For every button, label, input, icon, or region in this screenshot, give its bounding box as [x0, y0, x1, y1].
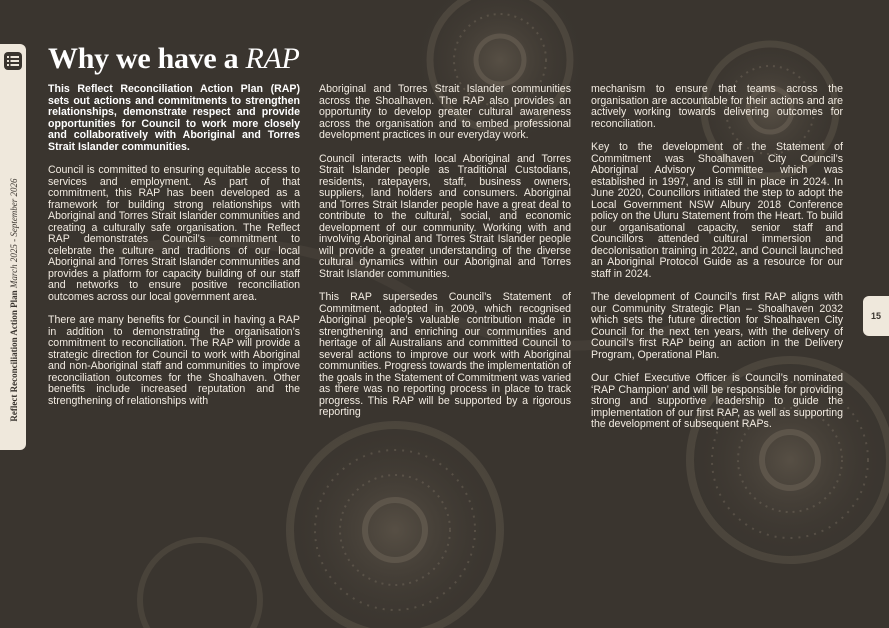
list-menu-icon[interactable] — [4, 52, 22, 70]
plan-name: Reflect Reconciliation Action Plan — [9, 290, 19, 422]
paragraph: This RAP supersedes Council’s Statement of Commitment, adopted in 2009, which recognised Aboriginal people’s valuable contribution made in strengthening and enriching our communities and heritage of all Australians and committed Council to several actions to improve our work with Aboriginal communities. Progress towards the implementation of the goals in the Statement of Commitment was varied as there was no reporting process in place to track progress. This RAP will be supported by a rigorous reporting — [319, 291, 572, 418]
paragraph: The development of Council’s first RAP aligns with our Community Strategic Plan – Shoalhaven 2032 which sets the future direction for Shoalhaven City Council for the next ten years, with the delivery of Council’s first RAP being an action in the Delivery Program, Operational Plan. — [591, 291, 843, 361]
paragraph: mechanism to ensure that teams across the organisation are accountable for their actions and are actively working towards delivering outcomes for reconciliation. — [591, 83, 843, 130]
intro-paragraph: This Reflect Reconciliation Action Plan (RAP) sets out actions and commitments to strengthen relationships, demonstrate respect and provide opportunities for Council to work more closely and collaboratively with Aboriginal and Torres Strait Islander communities. — [48, 83, 300, 153]
page-title-emphasis: RAP — [245, 42, 300, 75]
page-number: 15 — [863, 296, 889, 336]
page-title — [48, 42, 300, 76]
text-column-1 — [48, 84, 300, 419]
paragraph: Council interacts with local Aboriginal and Torres Strait Islander people as Traditional Custodians, residents, ratepayers, staff, business owners, suppliers, land holders and consumers. Aboriginal and Torres Strait Islander people have a great deal to contribute to the cultural, social, and economic development of our community. Working with and involving Aboriginal and Torres Strait Islander people will provide a greater understanding of the diverse cultural dynamics within our Aboriginal and Torres Strait Islander communities. — [319, 152, 571, 280]
text-column-3 — [591, 84, 843, 443]
paragraph: Aboriginal and Torres Strait Islander communities across the Shoalhaven. The RAP also provides an opportunity to develop greater cultural awareness across the organisation and to embed professional development practices in our everyday work. — [319, 83, 571, 141]
document-side-label — [9, 178, 19, 421]
paragraph: Key to the development of the Statement of Commitment was Shoalhaven City Council’s Aboriginal Advisory Committee which was established in 1997, and is still in place in 2024. In June 2020, Councillors initiated the step to adopt the Local Government NSW Albury 2018 Conference policy on the Uluru Statement from the Heart. To build our organisational capacity, senior staff and Councillors attended cultural immersion and decolonisation training in 2022, and Council launched an Aboriginal Protocol Guide as a resource for our staff in 2024. — [591, 141, 843, 280]
paragraph: Our Chief Executive Officer is Council’s nominated ‘RAP Champion’ and will be responsible for providing strong and supportive leadership to guide the implementation of our first RAP, as well as supporting the development of subsequent RAPs. — [591, 372, 843, 430]
paragraph: There are many benefits for Council in having a RAP in addition to demonstrating the organisation’s commitment to reconciliation. The RAP will provide a strategic direction for Council to work with Aboriginal and non-Aboriginal staff and communities to improve reconciliation outcomes for the Shoalhaven. Other benefits include increased reputation and the strengthening of relationships with — [48, 314, 300, 407]
plan-date-range: March 2025 - September 2026 — [9, 178, 19, 289]
text-column-2 — [319, 84, 571, 431]
page-title-main: Why we have a — [48, 42, 246, 75]
paragraph: Council is committed to ensuring equitable access to services and employment. As part of that commitment, this RAP has been developed as a framework for building strong relationships with Aboriginal and Torres Strait Islander communities and creating a culturally safe organisation. The Reflect RAP demonstrates Council’s commitment to celebrate the culture and traditions of our local Aboriginal and Torres Strait Islander communities and provides a platform for capacity building of our staff and networks to ensure positive reconciliation outcomes across our local government area. — [48, 164, 300, 303]
